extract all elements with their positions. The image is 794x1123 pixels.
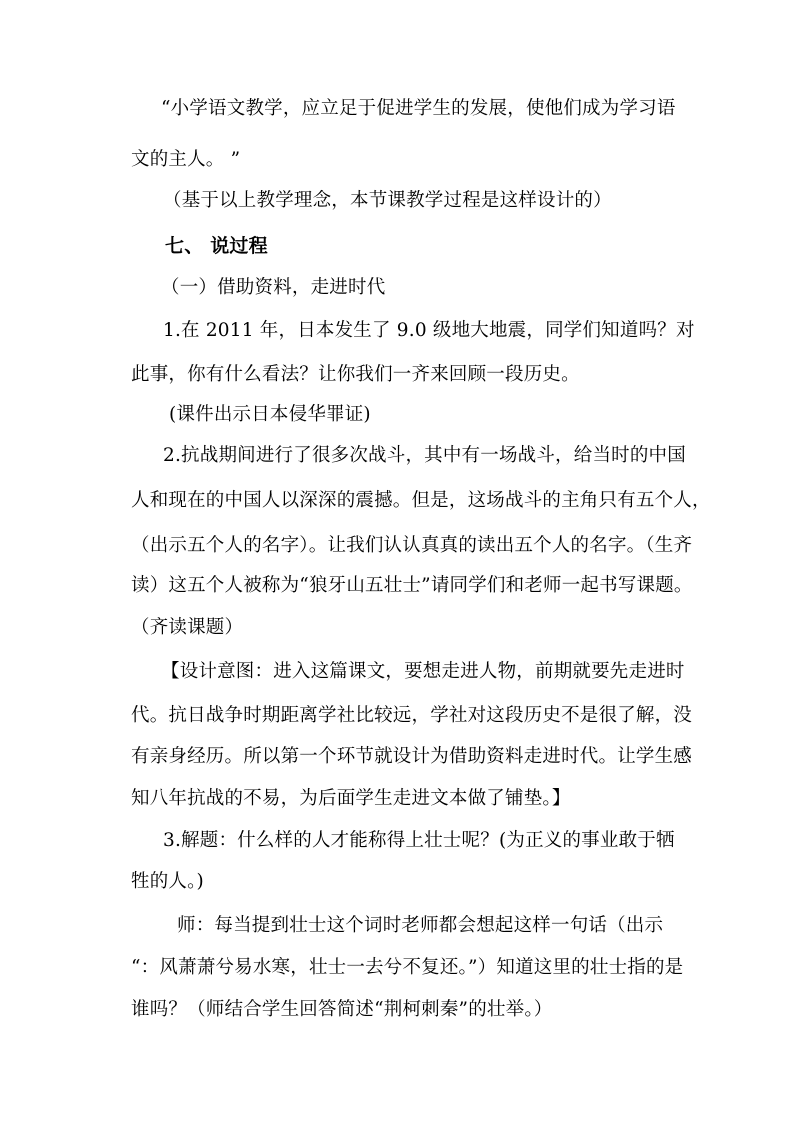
paragraph-3-line-1: 3.解题：什么样的人才能称得上壮士呢？(为正义的事业敢于牺	[163, 830, 675, 851]
teacher-line-3: 谁吗？（师结合学生回答简述“荆柯刺秦”的壮举。）	[131, 999, 553, 1020]
paragraph-3-line-2: 牲的人。)	[131, 871, 204, 892]
teacher-line-1: 师：每当提到壮士这个词时老师都会想起这样一句话（出示	[177, 915, 664, 936]
paragraph-2-line-3: （出示五个人的名字）。让我们认认真真的读出五个人的名字。（生齐	[131, 535, 693, 556]
section-heading: 七、 说过程	[165, 235, 268, 257]
paragraph-2-line-5: （齐读课题）	[131, 617, 244, 638]
paragraph-1-line-1: 1.在 2011 年，日本发生了 9.0 级地大地震，同学们知道吗？对	[163, 320, 695, 341]
paragraph-2-line-2: 人和现在的中国人以深深的震撼。但是，这场战斗的主角只有五个人，	[131, 490, 711, 511]
design-intent-line-2: 代。抗日战争时期距离学社比较远，学社对这段历史不是很了解，没	[131, 705, 693, 726]
note-line: （基于以上教学理念，本节课教学过程是这样设计的）	[163, 190, 612, 211]
teacher-line-2: “：风萧萧兮易水寒，壮士一去兮不复还。”）知道这里的壮士指的是	[131, 957, 684, 978]
design-intent-line-3: 有亲身经历。所以第一个环节就设计为借助资料走进时代。让学生感	[131, 746, 693, 767]
paragraph-2-line-1: 2.抗战期间进行了很多次战斗，其中有一场战斗，给当时的中国	[163, 445, 686, 466]
paragraph-1-line-2: 此事，你有什么看法？让你我们一齐来回顾一段历史。	[131, 364, 580, 385]
design-intent-line-4: 知八年抗战的不易，为后面学生走进文本做了铺垫。】	[131, 788, 571, 809]
quote-line-2: 文的主人。 ”	[131, 149, 241, 170]
quote-line-1: “小学语文教学，应立足于促进学生的发展，使他们成为学习语	[161, 98, 676, 119]
paragraph-2-line-4: 读）这五个人被称为“狼牙山五壮士”请同学们和老师一起书写课题。	[131, 575, 693, 596]
design-intent-line-1: 【设计意图：进入这篇课文，要想走进人物，前期就要先走进时	[161, 661, 685, 682]
subsection-heading: （一）借助资料，走进时代	[161, 277, 386, 298]
courseware-note: (课件出示日本侵华罪证)	[169, 404, 371, 425]
